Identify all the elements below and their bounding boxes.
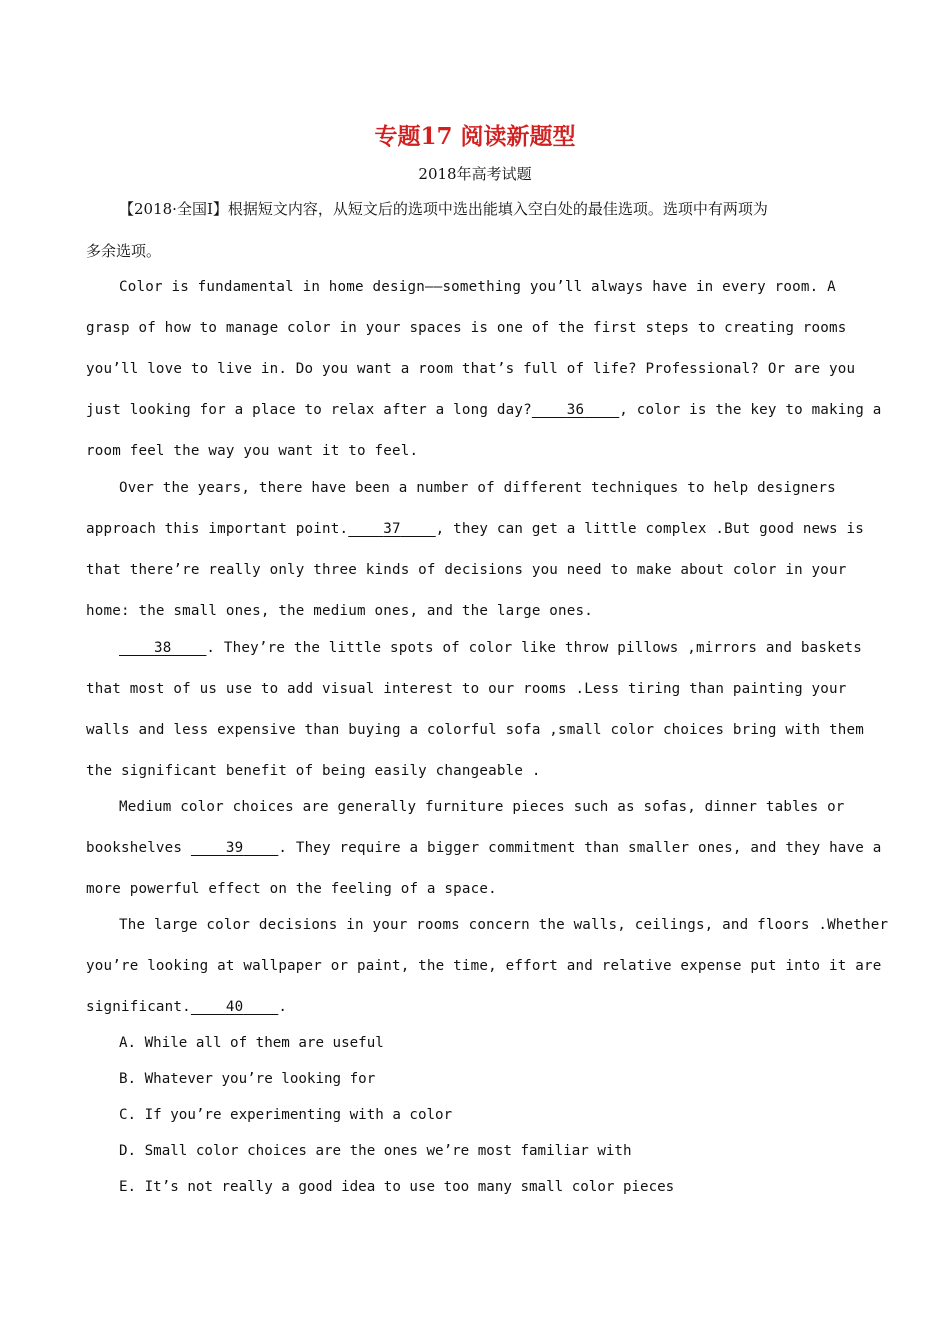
option-d: D. Small color choices are the ones we’re most familiar with	[119, 1143, 632, 1159]
blank-36	[532, 402, 619, 418]
instruction-line-2: 多余选项。	[86, 242, 162, 260]
option-a: A. While all of them are useful	[119, 1035, 384, 1051]
page-subtitle: 2018年高考试题	[418, 165, 532, 183]
blank-number: 38	[153, 640, 172, 656]
passage-text: . They require a bigger commitment than smaller ones, and they have a	[278, 840, 882, 856]
passage-text: bookshelves	[86, 840, 183, 856]
passage-line	[86, 402, 882, 418]
passage-line: more powerful effect on the feeling of a space.	[86, 881, 497, 897]
blank-37	[348, 521, 435, 537]
passage-line: walls and less expensive than buying a colorful sofa ,small color choices bring with them	[86, 722, 865, 738]
passage-text: significant.	[86, 999, 191, 1015]
passage-line	[86, 521, 864, 537]
option-e: E. It’s not really a good idea to use too many small color pieces	[119, 1179, 675, 1195]
passage-line	[86, 840, 882, 856]
page-title: 专题17 阅读新题型	[374, 123, 576, 150]
passage-line: the significant benefit of being easily changeable .	[86, 763, 541, 779]
passage-line: Medium color choices are generally furniture pieces such as sofas, dinner tables or	[119, 799, 845, 815]
passage-line: Over the years, there have been a number of different techniques to help designers	[119, 480, 836, 496]
passage-line: home: the small ones, the medium ones, and the large ones.	[86, 603, 594, 619]
passage-line	[119, 640, 862, 656]
blank-number: 40	[225, 999, 244, 1015]
passage-line: grasp of how to manage color in your spaces is one of the first steps to creating rooms	[86, 320, 847, 336]
passage-line: you’re looking at wallpaper or paint, the time, effort and relative expense put into it are	[86, 958, 882, 974]
blank-number: 39	[225, 840, 244, 856]
blank-38	[119, 640, 206, 656]
passage-line: you’ll love to live in. Do you want a room that’s full of life? Professional? Or are you	[86, 361, 856, 377]
passage-text: just looking for a place to relax after a long day?	[86, 402, 532, 418]
passage-line: The large color decisions in your rooms concern the walls, ceilings, and floors .Whether	[119, 917, 889, 933]
option-b: B. Whatever you’re looking for	[119, 1071, 376, 1087]
instruction-line-1: 【2018·全国I】根据短文内容，从短文后的选项中选出能填入空白处的最佳选项。选项中有两项为	[119, 200, 768, 218]
passage-line: room feel the way you want it to feel.	[86, 443, 419, 459]
passage-line: Color is fundamental in home design——something you’ll always have in every room. A	[119, 279, 836, 295]
passage-text: . They’re the little spots of color like throw pillows ,mirrors and baskets	[206, 640, 863, 656]
blank-39	[191, 840, 278, 856]
passage-text: .	[278, 999, 288, 1015]
passage-text: approach this important point.	[86, 521, 349, 537]
passage-text: , they can get a little complex .But good news is	[435, 521, 865, 537]
blank-number: 36	[566, 402, 585, 418]
passage-line: that there’re really only three kinds of decisions you need to make about color in your	[86, 562, 847, 578]
passage-line: that most of us use to add visual interest to our rooms .Less tiring than painting your	[86, 681, 847, 697]
blank-number: 37	[383, 521, 401, 537]
passage-text: , color is the key to making a	[619, 402, 882, 418]
blank-40	[191, 999, 278, 1015]
option-c: C. If you’re experimenting with a color	[119, 1107, 453, 1123]
passage-line	[86, 999, 287, 1015]
